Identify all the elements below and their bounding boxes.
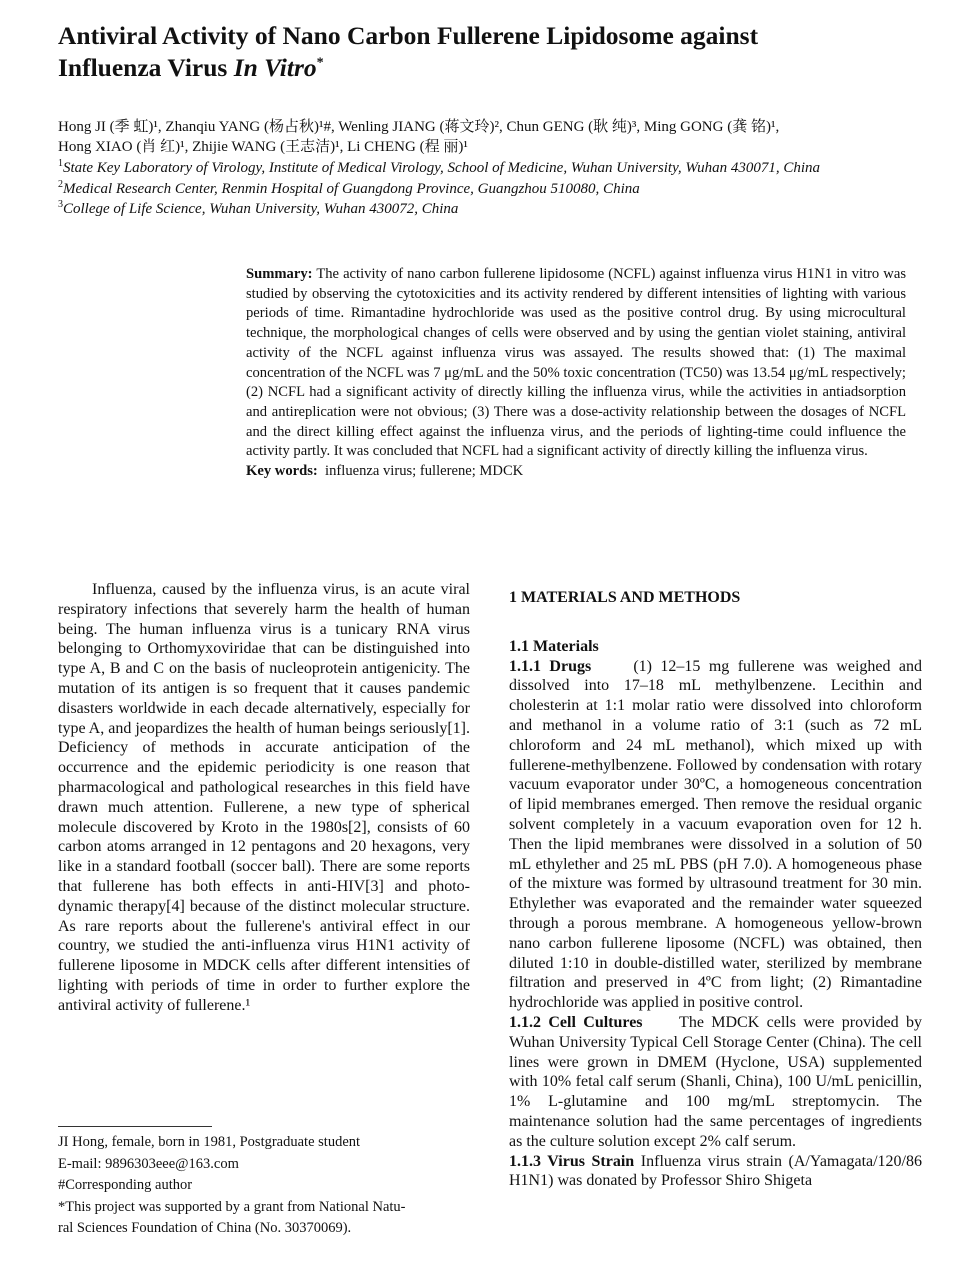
footnotes bbox=[58, 1132, 478, 1240]
virus-heading: 1.1.3 Virus Strain bbox=[509, 1152, 635, 1170]
materials-heading: 1.1 Materials bbox=[509, 637, 599, 655]
drugs-text: (1) 12–15 mg fullerene was weighed and dissolved into 17–18 mL methylbenzene. Lecithin and cholesterin at 1:1 molar ratio were dissolved into chloroform and methanol in a volume ratio of 3:1 (such as 72 mL chloroform and 24 mL methanol), which mixed up with fullerene-methylbenzene. Followed by condensation with rotary vacuum evaporator under 30ºC, a homogeneous concentration of lipid membranes emerged. Then remove the residual organic solvent completely in a vacuum evaporation oven for 12 h. Then the lipid membranes were dissolved in a solution of 50 mL ethylether and 25 mL PBS (pH 7.0). A homogeneous phase of the mixture was formed by ultrasound treatment for 30 min. Ethylether was evaporated and the remainder water squeezed through a porous membrane. A homogeneous yellow-brown nano carbon fullerene liposome (NCFL) was obtained, then diluted 1:10 in double-distilled water, sterilized by membrane filtration and preserved in 4ºC from light; (2) Rimantadine hydrochloride was applied in positive control. bbox=[509, 657, 923, 1012]
footnote-email: E-mail: 9896303eee@163.com bbox=[58, 1155, 239, 1172]
affiliation-2: $^2$Medical Research Center, Renmin Hospital of Guangdong Province, Guangzhou 510080, China bbox=[58, 178, 640, 197]
drugs-paragraph bbox=[509, 657, 922, 1013]
summary-paragraph bbox=[246, 265, 906, 462]
footnote-author-info: JI Hong, female, born in 1981, Postgraduate student bbox=[58, 1134, 361, 1150]
cells-paragraph bbox=[509, 1013, 922, 1152]
summary-text: The activity of nano carbon fullerene lipidosome (NCFL) against influenza virus H1N1 in vitro was studied by observing the cytotoxicities and its activity rendered by different intensities of lighting with various periods of time. Rimantadine hydrochloride was used as the positive control drug. By using microcultural technique, the morphological changes of cells were observed and by using the gentian violet staining, antiviral activity of the NCFL against influenza virus was assayed. The results showed that: (1) The maximal concentration of the NCFL was 7 μg/mL and the 50% toxic concentration (TC50) was 13.54 μg/mL respectively; (2) NCFL had a significant activity of directly killing the influenza virus, while the activities in antiadsorption and antireplication were not obvious; (3) There was a dose-activity relationship between the dosages of NCFL and the direct killing effect against the influenza virus, and the periods of lighting-time could influence the activity partly. It was concluded that NCFL had a significant activity of directly killing the influenza virus. bbox=[246, 266, 906, 460]
keywords-label: Key words: bbox=[246, 463, 318, 480]
affiliation-1: $^1$State Key Laboratory of Virology, Institute of Medical Virology, School of Medicine, Wuhan University, Wuhan 430071, China bbox=[58, 158, 820, 176]
footnote-funding-2: ral Sciences Foundation of China (No. 30370069). bbox=[58, 1220, 352, 1236]
cells-heading: 1.1.2 Cell Cultures bbox=[509, 1013, 643, 1031]
authors-line-1: Hong JI (季 虹)¹, Zhanqiu YANG (杨占秋)¹#, Wenling JIANG (蒋文玲)², Chun GENG (耿 纯)³, Ming GONG (龚 铭)¹, bbox=[58, 119, 780, 135]
authors-line-2: Hong XIAO (肖 红)¹, Zhijie WANG (王志洁)¹, Li CHENG (程 丽)¹ bbox=[58, 139, 468, 155]
section-heading: 1 MATERIALS AND METHODS bbox=[509, 589, 741, 606]
keywords-text: influenza virus; fullerene; MDCK bbox=[325, 463, 524, 480]
title-line-1: Antiviral Activity of Nano Carbon Fullerene Lipidosome against bbox=[58, 21, 759, 50]
drugs-heading: 1.1.1 Drugs bbox=[509, 657, 592, 675]
summary-block bbox=[246, 265, 906, 482]
intro-column bbox=[58, 580, 470, 1016]
author-list bbox=[58, 117, 938, 157]
title-line-2: Influenza Virus In Vitro* bbox=[58, 53, 324, 82]
virus-text: Influenza virus strain (A/Yamagata/120/86 H1N1) was donated by Professor Shiro Shigeta bbox=[509, 1152, 922, 1190]
footnote-funding-1: *This project was supported by a grant from National Natu- bbox=[58, 1198, 406, 1215]
summary-label: Summary: bbox=[246, 266, 313, 282]
virus-paragraph bbox=[509, 1152, 922, 1192]
footnote-corresponding: #Corresponding author bbox=[58, 1177, 193, 1193]
affiliations bbox=[58, 158, 938, 220]
paper-title bbox=[58, 20, 938, 84]
methods-column bbox=[509, 588, 922, 1191]
affiliation-3: $^3$College of Life Science, Wuhan University, Wuhan 430072, China bbox=[58, 199, 459, 217]
intro-paragraph: Influenza, caused by the influenza virus, is an acute viral respiratory infections that severely harm the health of human being. The human influenza virus is a tunicary RNA virus belonging to Orthomyxoviridae that can be distinguished into type A, B and C on the basis of nucleoprotein antigenicity. The mutation of its antigen is so frequent that it causes pandemic disasters worldwide in each decade alternatively, especially for type A, and jeopardizes the health of human beings seriously[1]. Deficiency of methods in accurate anticipation of the occurrence and the epidemic periodicity is one reason that pharmacological and pathological researches in this field have drawn much attention. Fullerene, a new type of spherical molecule discovered by Kroto in the 1980s[2], consists of 60 carbon atoms arranged in 12 pentagons and 20 hexagons, very like in a standard football (soccer ball). There are some reports that fullerene has both effects in anti-HIV[3] and photo-dynamic therapy[4] because of the distinct molecular structure. As rare reports about the fullerene's antiviral effect in our country, we studied the anti-influenza virus H1N1 activity of fullerene liposome in MDCK cells after different intensities of lighting with periods of time in order to further explore the antiviral activity of fullerene.¹ bbox=[58, 581, 470, 1014]
cells-text: The MDCK cells were provided by Wuhan University Typical Cell Storage Center (China). The cell lines were grown in DMEM (Hyclone, USA) supplemented with 10% fetal calf serum (Shanli, China), 100 U/mL penicillin, 1% L-glutamine and 100 mg/mL streptomycin. The maintenance solution had the same percentages of ingredients as the culture solution except 2% calf serum. bbox=[509, 1013, 923, 1150]
keywords bbox=[246, 462, 906, 482]
footnote-divider bbox=[58, 1126, 212, 1127]
